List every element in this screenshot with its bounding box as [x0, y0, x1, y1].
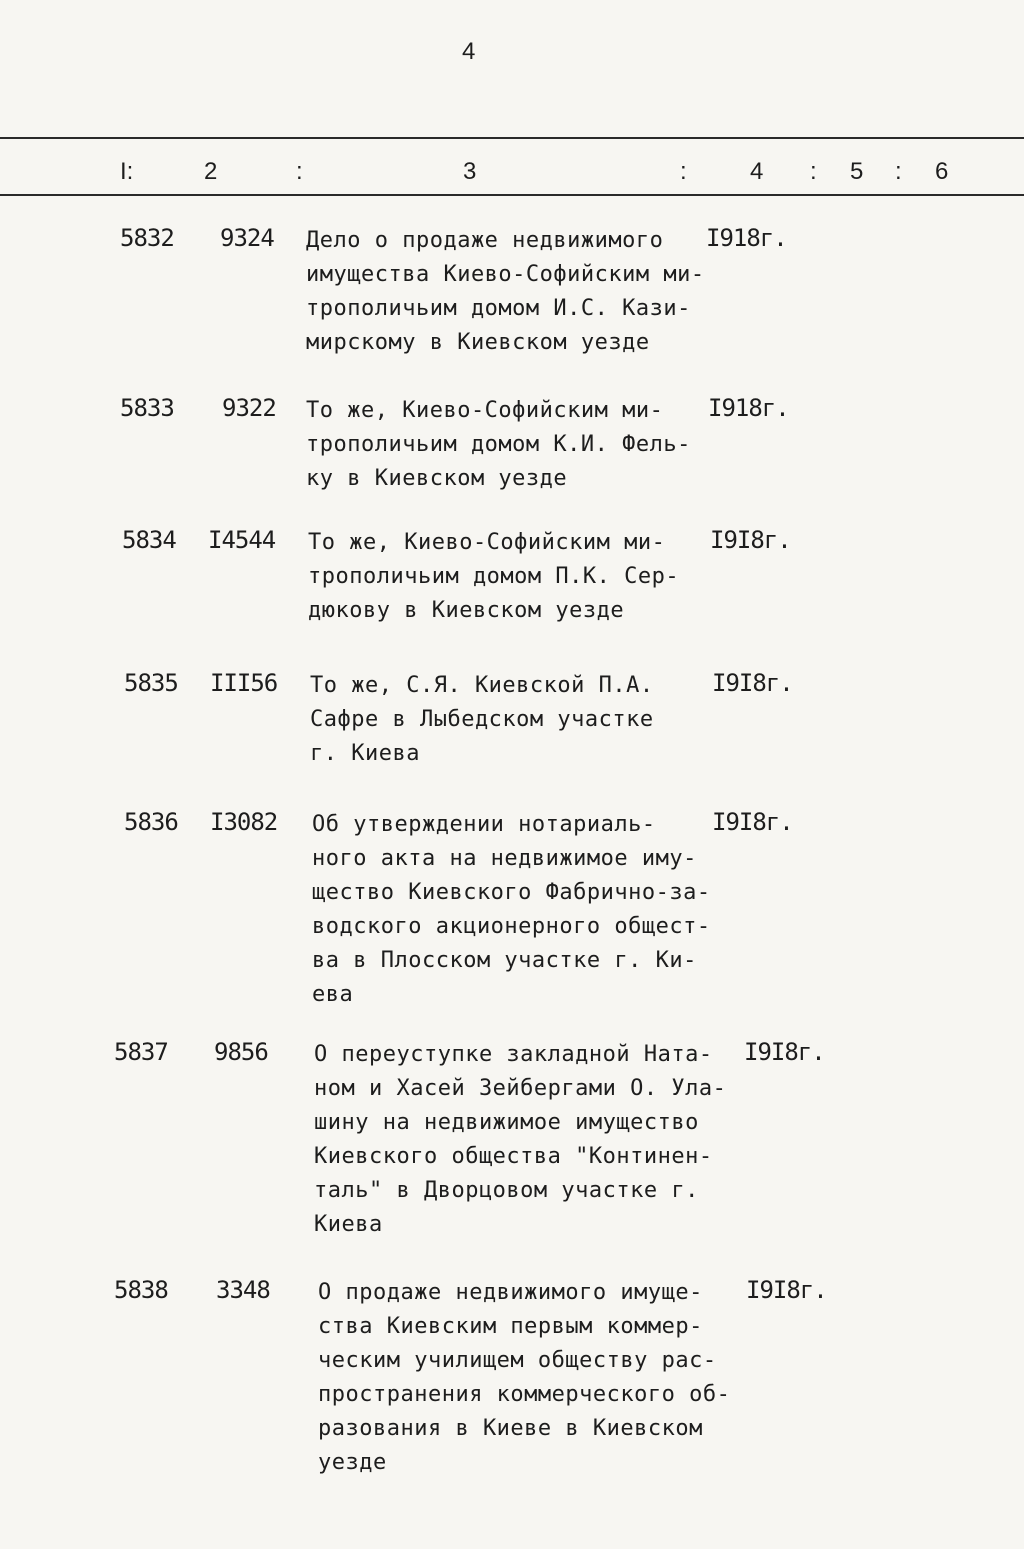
header-separator-4: :	[895, 158, 902, 185]
entry-inventory-number: 9856	[214, 1038, 268, 1066]
description-line: Сафре в Лыбедском участке	[310, 707, 654, 732]
entry-year: I9I8г.	[712, 669, 793, 697]
description-line: То же, Киево-Софийским ми-	[308, 530, 666, 555]
entry-description	[306, 394, 726, 496]
description-line: Киева	[314, 1212, 383, 1237]
description-line: О продаже недвижимого имуще-	[318, 1280, 703, 1305]
description-line: щество Киевского Фабрично-за-	[312, 880, 711, 905]
column-header-4: 4	[750, 158, 764, 185]
description-line: имущества Киево-Софийским ми-	[306, 262, 705, 287]
entry-description	[308, 526, 728, 628]
description-line: шину на недвижимое имущество	[314, 1110, 699, 1135]
entry-description	[318, 1276, 738, 1480]
header-rule-top	[0, 137, 1024, 139]
description-line: ства Киевским первым коммер-	[318, 1314, 703, 1339]
entry-number: 5835	[124, 669, 178, 697]
header-separator-2: :	[680, 158, 687, 185]
description-line: Об утверждении нотариаль-	[312, 812, 656, 837]
entry-year: I9I8г.	[710, 526, 791, 554]
entry-year: I9I8г.	[744, 1038, 825, 1066]
description-line: трополичьим домом К.И. Фель-	[306, 432, 691, 457]
description-line: То же, С.Я. Киевской П.А.	[310, 673, 654, 698]
description-line: ческим училищем обществу рас-	[318, 1348, 717, 1373]
description-line: пространения коммерческого об-	[318, 1382, 731, 1407]
entry-inventory-number: 3348	[216, 1276, 270, 1304]
description-line: дюкову в Киевском уезде	[308, 598, 625, 623]
entry-inventory-number: 9324	[220, 224, 274, 252]
column-header-5: 5	[850, 158, 864, 185]
column-header-2: 2	[204, 158, 218, 185]
description-line: трополичьим домом П.К. Сер-	[308, 564, 680, 589]
description-line: мирскому в Киевском уезде	[306, 330, 650, 355]
description-line: таль" в Дворцовом участке г.	[314, 1178, 699, 1203]
entry-inventory-number: I3082	[210, 808, 278, 836]
description-line: Киевского общества "Континен-	[314, 1144, 713, 1169]
description-line: уезде	[318, 1450, 387, 1475]
column-header-3: 3	[463, 158, 477, 185]
entry-number: 5838	[114, 1276, 168, 1304]
entry-number: 5834	[122, 526, 176, 554]
description-line: ева	[312, 982, 354, 1007]
description-line: То же, Киево-Софийским ми-	[306, 398, 664, 423]
header-rule-bottom	[0, 194, 1024, 196]
entry-year: I918г.	[708, 394, 789, 422]
description-line: О переуступке закладной Ната-	[314, 1042, 713, 1067]
column-header-1: I:	[120, 158, 134, 185]
description-line: Дело о продаже недвижимого	[306, 228, 664, 253]
header-separator-3: :	[810, 158, 817, 185]
description-line: ку в Киевском уезде	[306, 466, 568, 491]
entry-description	[312, 808, 732, 1012]
entry-number: 5837	[114, 1038, 168, 1066]
entry-year: I9I8г.	[712, 808, 793, 836]
entry-number: 5833	[120, 394, 174, 422]
description-line: разования в Киеве в Киевском	[318, 1416, 703, 1441]
entry-number: 5836	[124, 808, 178, 836]
description-line: трополичьим домом И.С. Кази-	[306, 296, 691, 321]
entry-description	[310, 669, 730, 771]
entry-year: I9I8г.	[746, 1276, 827, 1304]
entry-description	[306, 224, 726, 360]
entry-number: 5832	[120, 224, 174, 252]
description-line: ном и Хасей Зейбергами О. Ула-	[314, 1076, 727, 1101]
entry-description	[314, 1038, 734, 1242]
column-header-6: 6	[935, 158, 949, 185]
entry-inventory-number: I4544	[208, 526, 276, 554]
description-line: ного акта на недвижимое иму-	[312, 846, 697, 871]
description-line: ва в Плосском участке г. Ки-	[312, 948, 697, 973]
header-separator-1: :	[296, 158, 303, 185]
entry-inventory-number: 9322	[222, 394, 276, 422]
description-line: водского акционерного общест-	[312, 914, 711, 939]
page-number: 4	[462, 38, 476, 65]
entry-inventory-number: III56	[210, 669, 278, 697]
description-line: г. Киева	[310, 741, 420, 766]
entry-year: I918г.	[706, 224, 787, 252]
